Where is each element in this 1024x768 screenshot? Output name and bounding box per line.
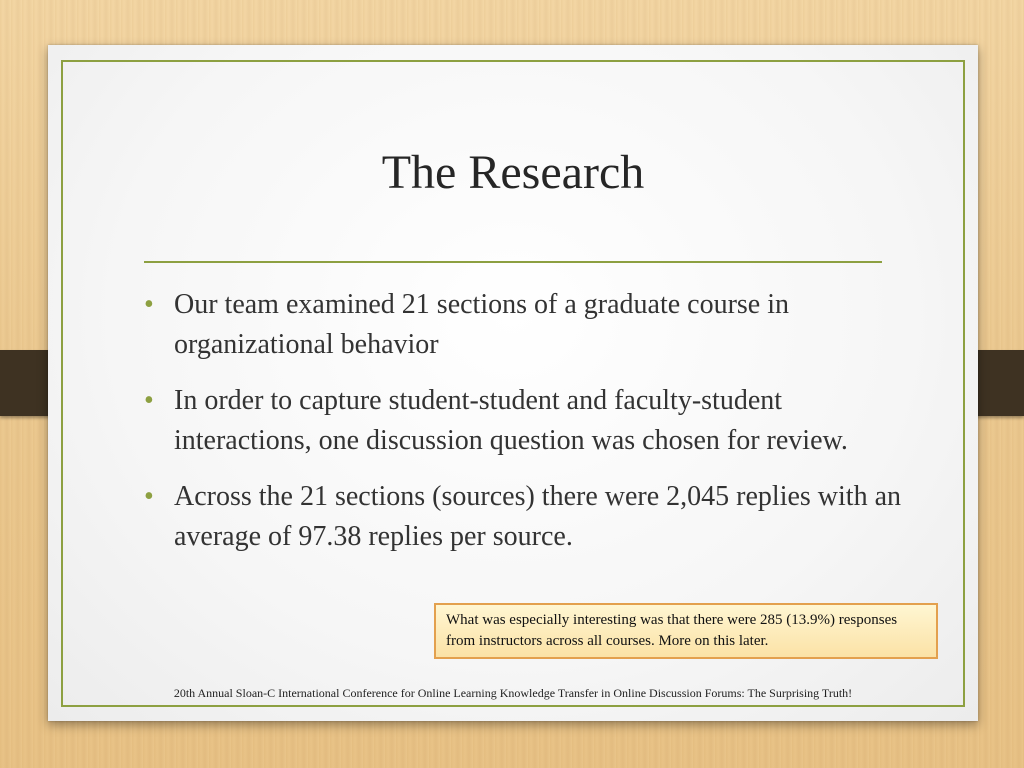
callout-note: What was especially interesting was that there were 285 (13.9%) responses from instructors across all courses. More on this later. — [434, 603, 938, 659]
slide-title: The Research — [381, 146, 645, 199]
bullet-text: Across the 21 sections (sources) there were 2,045 replies with an average of 97.38 replies per source. — [174, 481, 902, 552]
title-divider — [144, 261, 882, 263]
bullet-item — [142, 477, 902, 557]
bullet-item — [142, 381, 902, 461]
bullet-icon: • — [144, 289, 154, 320]
bullet-icon: • — [144, 385, 154, 416]
slide-footer: 20th Annual Sloan-C International Conference for Online Learning Knowledge Transfer in Online Discussion Forums: The Surprising Truth! — [173, 686, 853, 700]
bullet-text: Our team examined 21 sections of a graduate course in organizational behavior — [174, 289, 790, 360]
slide-paper — [48, 45, 978, 721]
bullet-icon: • — [144, 481, 154, 512]
bullet-item — [142, 285, 902, 365]
bullet-text: In order to capture student-student and faculty-student interactions, one discussion question was chosen for review. — [174, 385, 848, 456]
bullet-list — [142, 285, 902, 573]
